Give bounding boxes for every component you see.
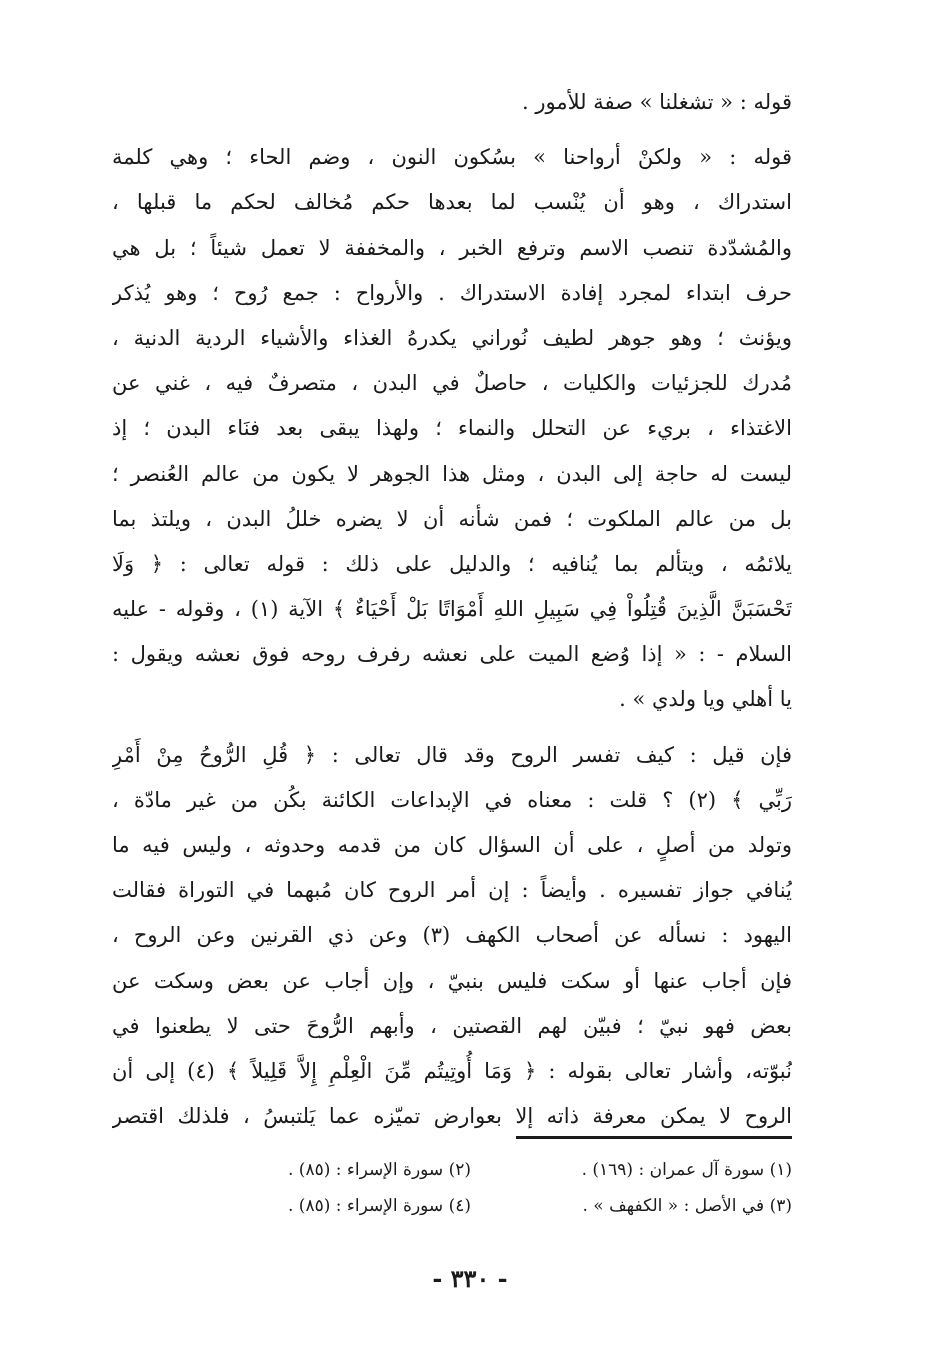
body-line: الروح لا يمكن معرفة ذاته إلا بعوارض تميّزه عما يَلتبسُ ، فلذلك اقتصر (112, 1104, 792, 1129)
footnote-item: (٣) في الأصل : « الكفهف » . (582, 1196, 792, 1216)
footnote-row (150, 1188, 792, 1224)
body-line: الاغتذاء ، بريء عن التحلل والنماء ؛ ولهذا يبقى بعد فنَاء البدن ؛ إذ (112, 416, 792, 441)
body-line: يا أهلي ويا ولدي » . (619, 687, 792, 712)
body-line: وتولد من أصلٍ ، على أن السؤال كان من قدمه وحدوثه ، وليس فيه ما (112, 833, 792, 857)
body-line: يُنافي جواز تفسيره . وأيضاً : إن أمر الروح كان مُبهما في التوراة فقالت (112, 878, 792, 903)
body-line: استدراك ، وهو أن يُنْسب لما بعدها حكم مُخالف لحكم ما قبلها ، (112, 190, 792, 215)
body-line: بعض فهو نبيّ ؛ فبيّن لهم القصتين ، وأبهم الرُّوحَ حتى لا يطعنوا في (112, 1013, 792, 1038)
body-line: قوله : « تشغلنا » صفة للأمور . (522, 90, 792, 114)
body-line: مُدرك للجزئيات والكليات ، حاصلٌ في البدن ، متصرفٌ فيه ، غني عن (112, 371, 792, 396)
body-line: ليست له حاجة إلى البدن ، ومثل هذا الجوهر لا يكون من عالم العُنصر ؛ (112, 461, 792, 486)
body-line: قوله : « ولكنْ أرواحنا » بسُكون النون ، وضم الحاء ؛ وهي كلمة (112, 145, 792, 170)
body-text (112, 80, 792, 1139)
body-line: تَحْسَبَنَّ الَّذِينَ قُتِلُواْ فِي سَبِيلِ اللهِ أَمْوَاتًا بَلْ أَحْيَاءٌ ﴾ الآية (١) ، وقوله - عليه (112, 597, 792, 622)
page-number: - ٣٣٠ - (432, 1264, 508, 1293)
body-line: حرف ابتداء لمجرد إفادة الاستدراك . والأرواح : جمع رُوح ؛ وهو يُذكر (112, 280, 792, 305)
footnotes (150, 1152, 792, 1224)
body-line: يلائمُه ، ويتألم بما يُنافيه ؛ والدليل على ذلك : قوله تعالى : ﴿ وَلَا (112, 551, 792, 576)
body-line: السلام - : « إذا وُضع الميت على نعشه رفرف روحه فوق نعشه ويقول : (112, 642, 792, 667)
body-line: فإن قيل : كيف تفسر الروح وقد قال تعالى : ﴿ قُلِ الرُّوحُ مِنْ أَمْرِ (112, 742, 792, 767)
footnote-row (150, 1152, 792, 1188)
body-line: بل من عالم الملكوت ؛ فمن شأنه أن لا يضره خللُ البدن ، ويلتذ بما (112, 506, 792, 531)
footnote-divider (516, 1136, 792, 1139)
footnote-item: (١) سورة آل عمران : (١٦٩) . (581, 1160, 792, 1180)
body-line: نُبوّته، وأشار تعالى بقوله : ﴿ وَمَا أُوتِيتُم مِّنَ الْعِلْمِ إِلاَّ قَلِيلاً ﴾ (٤) إلى أن (112, 1058, 792, 1083)
body-line: فإن أجاب عنها أو سكت فليس بنبيّ ، وإن أجاب عن بعض وسكت عن (112, 968, 792, 993)
footnote-item: (٢) سورة الإسراء : (٨٥) . (287, 1160, 471, 1180)
body-line: ويؤنث ؛ وهو جوهر لطيف نُوراني يكدرهُ الغذاء والأشياء الردية الدنية ، (112, 325, 792, 350)
body-line: اليهود : نسأله عن أصحاب الكهف (٣) وعن ذي القرنين وعن الروح ، (112, 923, 792, 948)
body-line: والمُشدّدة تنصب الاسم وترفع الخبر ، والمخففة لا تعمل شيئاً ؛ بل هي (112, 235, 792, 260)
footnote-item: (٤) سورة الإسراء : (٨٥) . (287, 1196, 471, 1216)
body-line: رَبِّي ﴾ (٢) ؟ قلت : معناه في الإبداعات الكائنة بكُن من غير مادّة ، (112, 787, 792, 812)
